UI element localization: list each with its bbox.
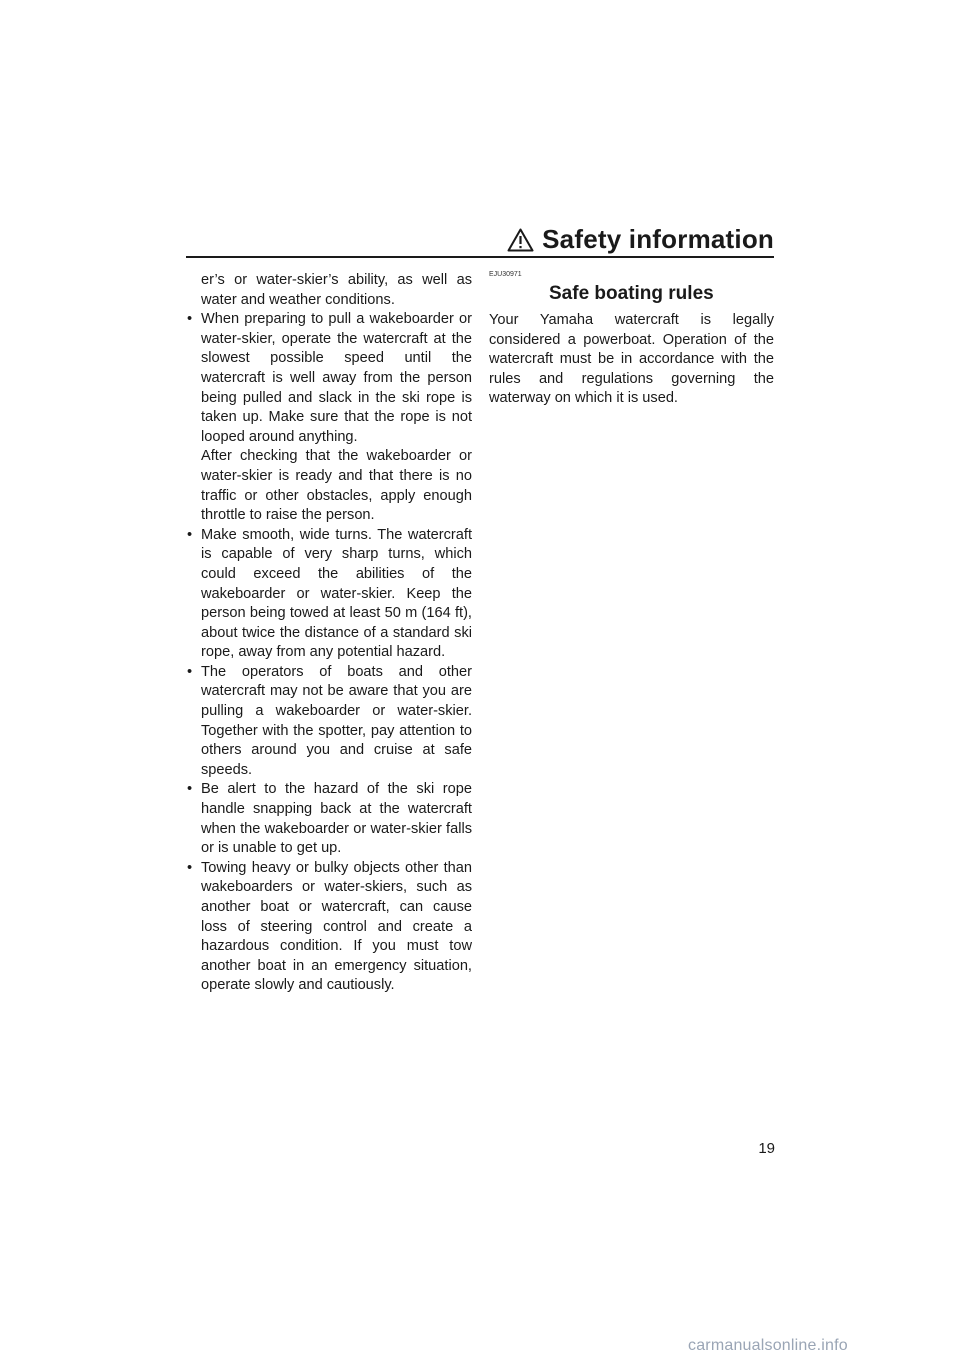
bullet-paragraph: • Towing heavy or bulky objects other than wakeboarders or water-skiers, such as another boat or watercraft, can cause loss of steering control and create a hazardous condition. If you must tow another boat in an emergency situation, operate slowly and cautiously.	[201, 859, 472, 994]
bullet-item-other-operators	[186, 663, 472, 781]
left-column	[186, 271, 472, 996]
section-title: Safe boating rules	[549, 283, 714, 304]
page-number: 19	[758, 1140, 775, 1157]
bullet-paragraph: • Be alert to the hazard of the ski rope handle snapping back at the watercraft when the wakeboarder or water-skier falls or is unable to get up.	[201, 781, 472, 857]
continuation-paragraph: er’s or water-skier’s ability, as well as water and weather conditions.	[201, 272, 472, 308]
header-title-text: Safety information	[542, 224, 774, 254]
section-code: EJU30971	[489, 271, 522, 278]
bullet-paragraph: • When preparing to pull a wakeboarder or water-skier, operate the watercraft at the slowest possible speed until the watercraft is well away from the person being pulled and slack in the ski rope is taken up. Make sure that the rope is not looped around anything.	[201, 311, 472, 445]
bullet-paragraph: After checking that the wakeboarder or water-skier is ready and that there is no traffic or other obstacles, apply enough throttle to raise the person.	[201, 448, 472, 524]
header-rule	[186, 256, 774, 258]
footer-watermark: carmanualsonline.info	[688, 1337, 848, 1354]
right-column	[489, 271, 774, 409]
bullet-item-rope-handle	[186, 780, 472, 858]
section-body: Your Yamaha watercraft is legally considered a powerboat. Operation of the watercraft must be in accordance with the rules and regulations governing the waterway on which it is used.	[489, 312, 774, 407]
bullet-item-heavy-objects	[186, 859, 472, 996]
warning-triangle-icon	[507, 228, 534, 252]
bullet-item-towing-start	[186, 310, 472, 526]
bullet-item-turns	[186, 526, 472, 663]
continuation-text	[186, 271, 472, 310]
bullet-paragraph: • Make smooth, wide turns. The watercraft is capable of very sharp turns, which could exceed the abilities of the wakeboarder or water-skier. Keep the person being towed at least 50 m (164 ft), about twice the distance of a standard ski rope, away from any potential hazard.	[201, 526, 472, 661]
page-header	[186, 220, 774, 256]
header-title-group	[507, 224, 774, 255]
bullet-paragraph: • The operators of boats and other watercraft may not be aware that you are pulling a wakeboarder or water-skier. Together with the spotter, pay attention to others around you and cruise at safe speeds.	[201, 663, 472, 778]
